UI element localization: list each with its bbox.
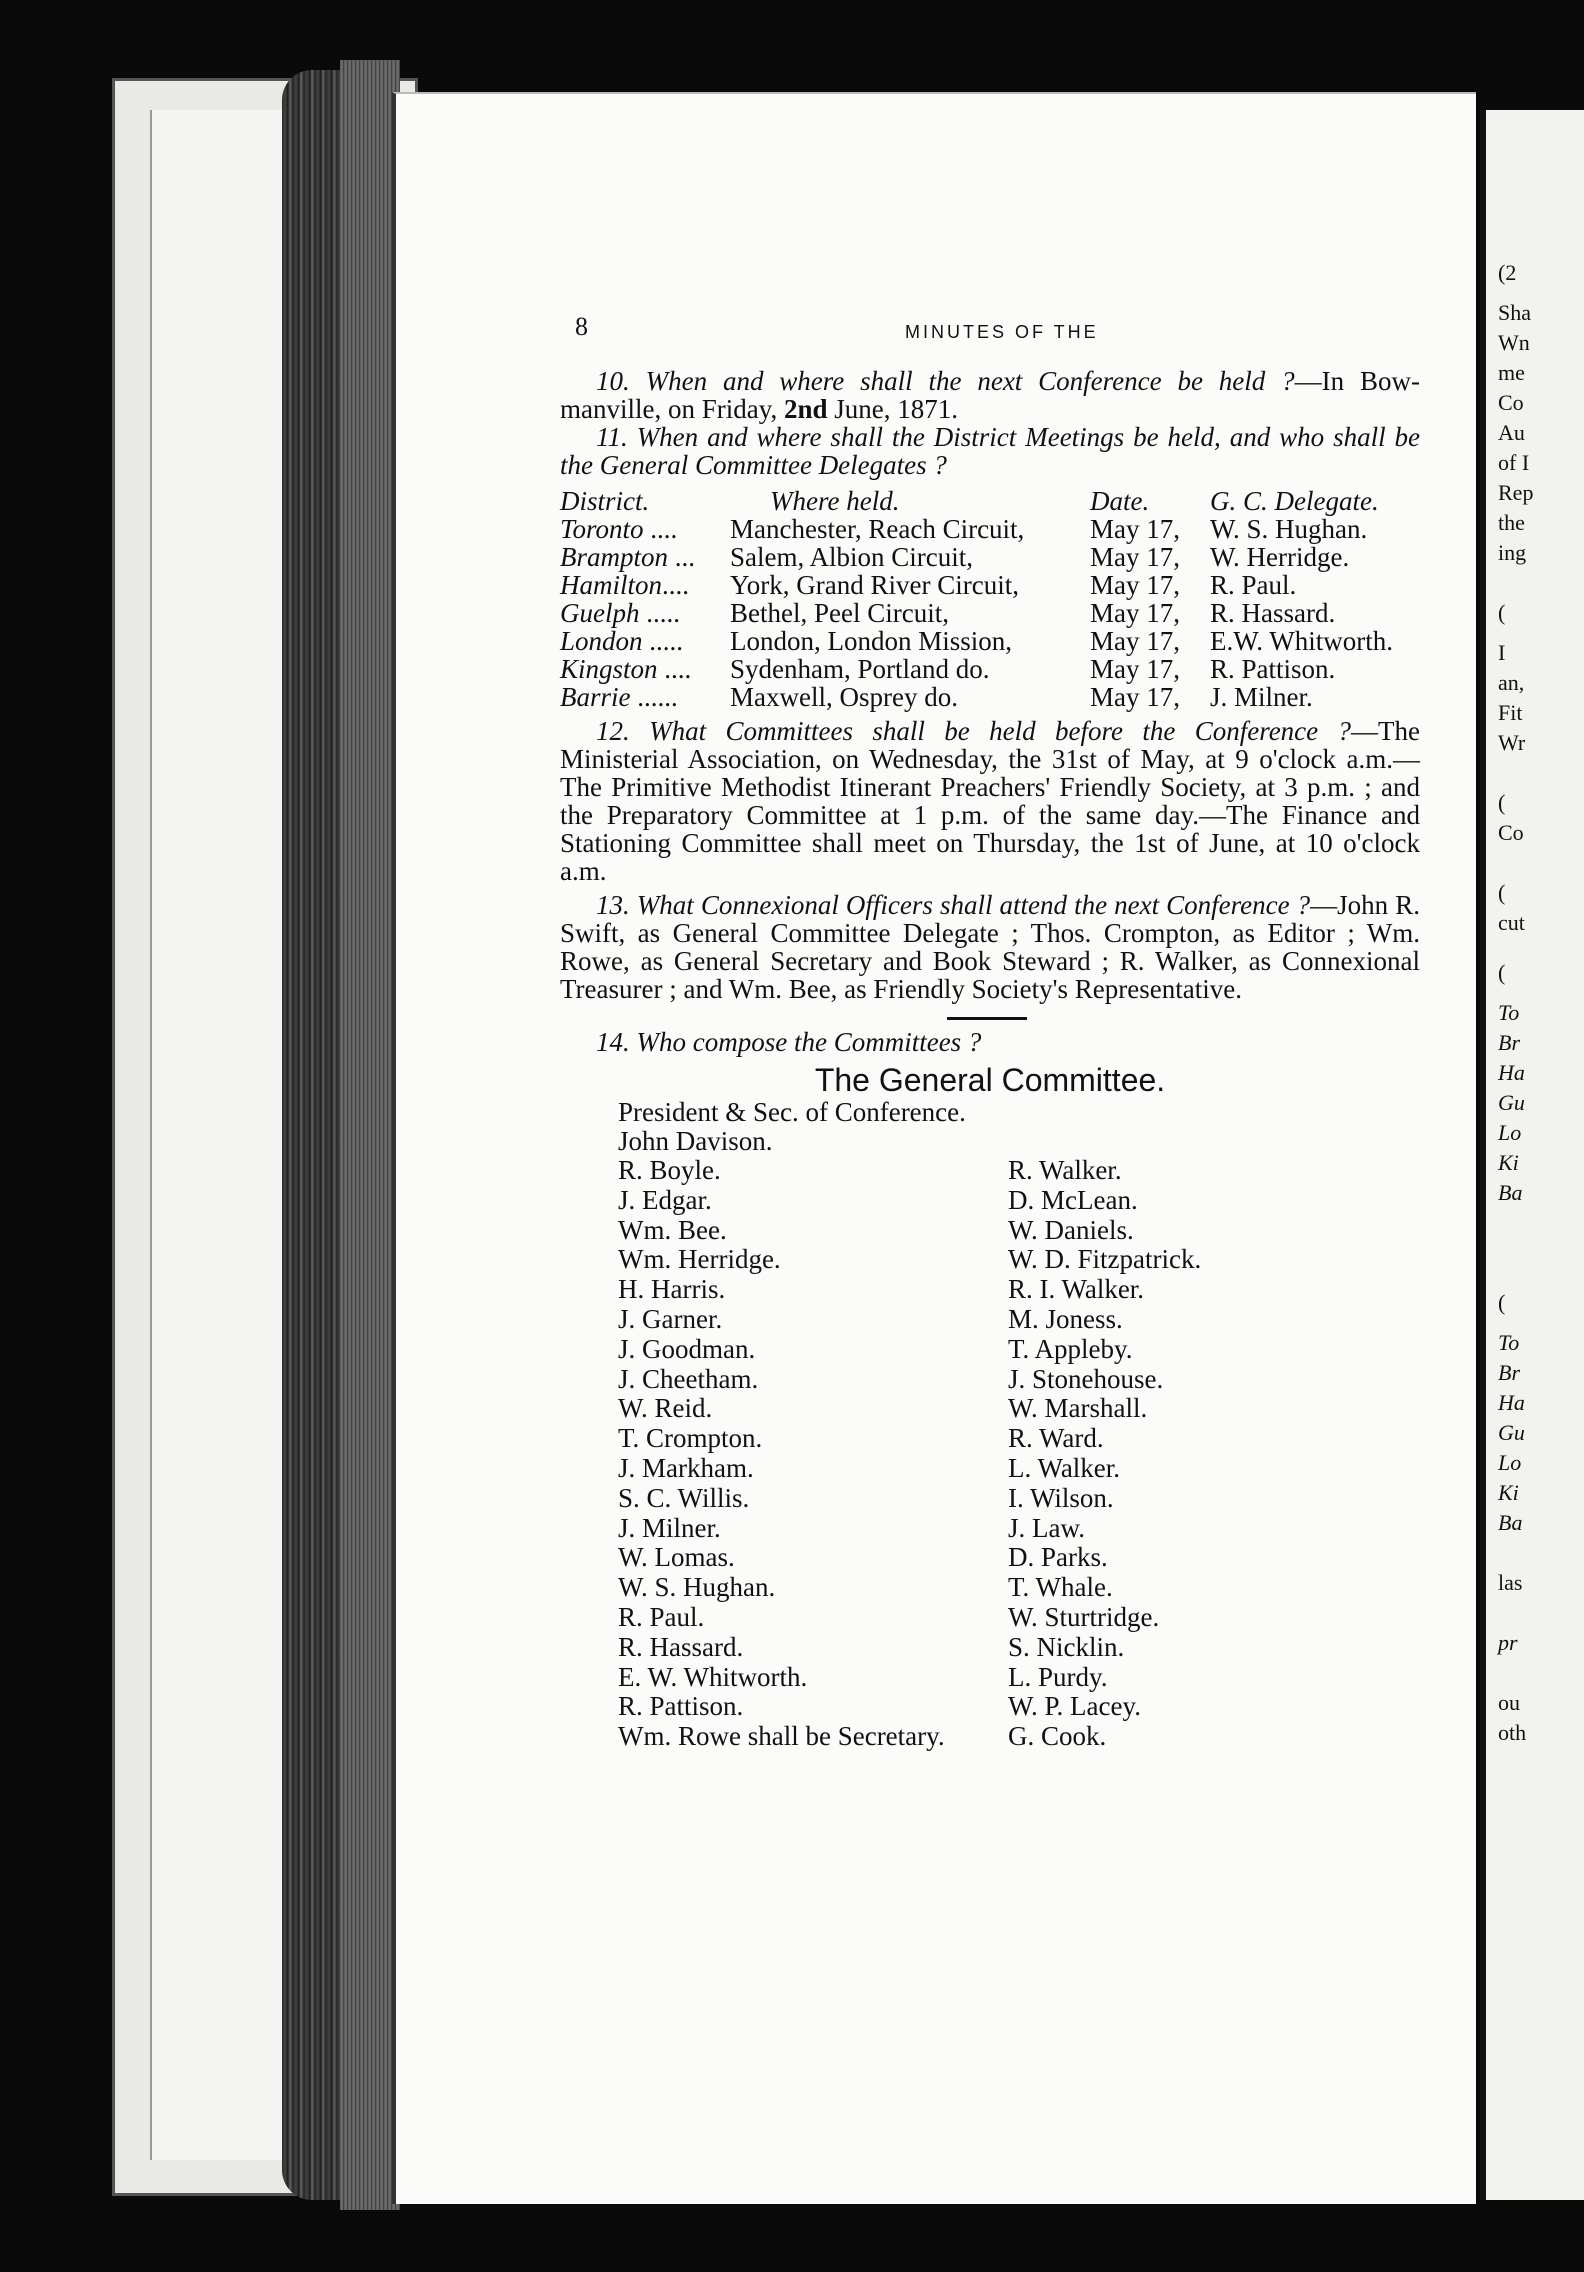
q13-answer: —John R. Swift, as General Committee Delegate ; Thos. Crompton, as Editor ; Wm. Rowe, as General Secretary and Book Steward ; R. Walker, as Connexional Treasurer ; and Wm. Bee, as Friendly Society's Representative.: [560, 890, 1420, 1004]
committee-member: Wm. Bee.: [618, 1214, 727, 1245]
committee-member: R. Paul.: [618, 1601, 705, 1632]
page-edges-inner: [340, 60, 400, 2210]
facing-page-fragment: me: [1498, 360, 1525, 385]
district-place: York, Grand River Circuit,: [730, 570, 1019, 600]
question-12: [560, 717, 1420, 885]
committee-members: [618, 1098, 1420, 1752]
district-table: [560, 487, 1420, 711]
district-name-cell: [560, 627, 730, 655]
committee-member: W. Sturtridge.: [1008, 1601, 1160, 1632]
district-name-cell: [560, 683, 730, 711]
committee-member: M. Joness.: [1008, 1303, 1123, 1334]
facing-page-fragment: To: [1498, 1330, 1520, 1355]
facing-page-fragment: Ha: [1498, 1060, 1525, 1085]
committee-left-column: [618, 1156, 1008, 1752]
facing-page-fragment: of I: [1498, 450, 1530, 475]
district-name-cell: [560, 543, 730, 571]
facing-page-fragment: (2: [1498, 260, 1517, 285]
committee-member: R. Hassard.: [618, 1631, 744, 1662]
facing-page-fragment: cut: [1498, 910, 1525, 935]
district-name: Barrie: [560, 682, 631, 712]
district-delegate: W. Herridge.: [1210, 542, 1350, 572]
district-name-cell: [560, 655, 730, 683]
district-date: May 17,: [1090, 682, 1180, 712]
q13-number: 13.: [596, 890, 630, 920]
district-row: [560, 515, 1420, 543]
district-delegate: W. S. Hughan.: [1210, 514, 1368, 544]
committee-member: J. Cheetham.: [618, 1363, 759, 1394]
question-13: [560, 891, 1420, 1003]
facing-page-fragment: Lo: [1498, 1120, 1522, 1145]
q10-answer-bold: 2nd: [783, 394, 828, 424]
committee-member: D. McLean.: [1008, 1184, 1138, 1215]
facing-page-fragment: Ki: [1498, 1480, 1519, 1505]
district-place: Maxwell, Osprey do.: [730, 682, 958, 712]
committee-member: R. Pattison.: [618, 1691, 744, 1722]
committee-member: W. D. Fitzpatrick.: [1008, 1244, 1202, 1275]
committee-member: L. Purdy.: [1008, 1661, 1108, 1692]
facing-page-fragment: I: [1498, 640, 1506, 665]
committee-member: Wm. Herridge.: [618, 1244, 781, 1275]
district-delegate: R. Hassard.: [1210, 598, 1336, 628]
facing-page-fragment: (: [1498, 960, 1506, 985]
district-place: Salem, Albion Circuit,: [730, 542, 973, 572]
committee-member: J. Edgar.: [618, 1184, 712, 1215]
facing-page-fragment: Br: [1498, 1360, 1520, 1385]
facing-page-fragment: (: [1498, 600, 1506, 625]
district-delegate: J. Milner.: [1210, 682, 1313, 712]
facing-page-fragment: Co: [1498, 390, 1524, 415]
district-date: May 17,: [1090, 626, 1180, 656]
district-row: [560, 683, 1420, 711]
facing-page-fragment: Gu: [1498, 1420, 1525, 1445]
district-date: May 17,: [1090, 514, 1180, 544]
district-delegate: R. Paul.: [1210, 570, 1297, 600]
q10-question: When and where shall the next Conference be held ?: [645, 366, 1295, 396]
q11-question: When and where shall the District Meetings be held, and who shall be the General Committee Delegates ?: [560, 422, 1420, 480]
facing-page-fragment: ing: [1498, 540, 1527, 565]
committee-lead-line: President & Sec. of Conference.: [618, 1097, 966, 1127]
committee-member: E. W. Whitworth.: [618, 1661, 808, 1692]
district-name: London: [560, 626, 643, 656]
committee-member: L. Walker.: [1008, 1452, 1121, 1483]
facing-page-fragment: Gu: [1498, 1090, 1525, 1115]
question-11: [560, 423, 1420, 479]
district-date: May 17,: [1090, 598, 1180, 628]
committee-member: W. Daniels.: [1008, 1214, 1134, 1245]
district-date: May 17,: [1090, 542, 1180, 572]
facing-page-fragment: Co: [1498, 820, 1524, 845]
district-row: [560, 543, 1420, 571]
committee-member: T. Appleby.: [1008, 1333, 1133, 1364]
committee-member: D. Parks.: [1008, 1542, 1108, 1573]
q12-answer: —The Ministerial Association, on Wednesday, the 31st of May, at 9 o'clock a.m.—The Primitive Methodist Itinerant Preachers' Friendly Society, at 3 p.m. ; and the Preparatory Committee at 1 p.m. of the same day.—The Finance and Stationing Committee shall meet on Thursday, the 1st of June, at 10 o'clock a.m.: [560, 716, 1421, 886]
q10-number: 10.: [596, 366, 630, 396]
facing-page-fragment: Fit: [1498, 700, 1523, 725]
district-table-header: [560, 487, 1420, 515]
committee-member: T. Crompton.: [618, 1423, 763, 1454]
committee-member: R. Ward.: [1008, 1423, 1104, 1454]
district-date: May 17,: [1090, 654, 1180, 684]
committee-member: G. Cook.: [1008, 1721, 1107, 1752]
committee-member: Wm. Rowe shall be Secretary.: [618, 1721, 945, 1752]
committee-member: R. I. Walker.: [1008, 1274, 1145, 1305]
district-row: [560, 599, 1420, 627]
q11-number: 11.: [596, 422, 628, 452]
page-number: 8: [575, 312, 588, 341]
facing-page-strip: [1480, 110, 1584, 2200]
question-14: [560, 1028, 1420, 1056]
committee-member: J. Goodman.: [618, 1333, 756, 1364]
q12-question: What Committees shall be held before the Conference ?: [649, 716, 1352, 746]
district-place: London, London Mission,: [730, 626, 1013, 656]
district-place: Sydenham, Portland do.: [730, 654, 990, 684]
facing-page-fragment: the: [1498, 510, 1525, 535]
col-date: Date.: [1090, 486, 1150, 516]
district-leader: .....: [639, 598, 680, 628]
q14-question: Who compose the Committees ?: [636, 1027, 982, 1057]
facing-page-fragment: Ki: [1498, 1150, 1519, 1175]
facing-page-fragment: an,: [1498, 670, 1525, 695]
district-leader: ....: [662, 570, 690, 600]
district-name: Brampton: [560, 542, 668, 572]
committee-member: W. P. Lacey.: [1008, 1691, 1141, 1722]
q12-number: 12.: [596, 716, 630, 746]
q10-answer-b: June, 1871.: [827, 394, 959, 424]
col-delegate: G. C. Delegate.: [1210, 486, 1379, 516]
district-name-cell: [560, 571, 730, 599]
facing-page-fragment: To: [1498, 1000, 1520, 1025]
facing-page-fragment: (: [1498, 880, 1506, 905]
facing-page-fragment: Rep: [1498, 480, 1534, 505]
committee-member: S. Nicklin.: [1008, 1631, 1125, 1662]
district-row: [560, 655, 1420, 683]
district-name: Guelph: [560, 598, 640, 628]
committee-member: W. Marshall.: [1008, 1393, 1148, 1424]
facing-page-fragment: Wn: [1498, 330, 1530, 355]
district-delegate: R. Pattison.: [1210, 654, 1336, 684]
facing-page-fragment: ou: [1498, 1690, 1520, 1715]
facing-page-fragment: oth: [1498, 1720, 1527, 1745]
committee-member: W. S. Hughan.: [618, 1572, 776, 1603]
district-leader: ....: [643, 514, 678, 544]
district-name-cell: [560, 599, 730, 627]
district-place: Bethel, Peel Circuit,: [730, 598, 949, 628]
committee-member: J. Garner.: [618, 1303, 723, 1334]
committee-right-column: [1008, 1156, 1398, 1752]
committee-member: W. Reid.: [618, 1393, 713, 1424]
district-leader: ......: [630, 682, 678, 712]
facing-page-fragment: Wr: [1498, 730, 1526, 755]
facing-page-fragment: Sha: [1498, 300, 1531, 325]
q13-question: What Connexional Officers shall attend the next Conference ?: [636, 890, 1311, 920]
committee-member: J. Markham.: [618, 1452, 754, 1483]
committee-title: The General Committee.: [814, 1062, 1166, 1098]
committee-member: I. Wilson.: [1008, 1482, 1114, 1513]
district-name: Kingston: [560, 654, 658, 684]
page-body: [560, 367, 1420, 1752]
district-name-cell: [560, 515, 730, 543]
district-delegate: E.W. Whitworth.: [1210, 626, 1393, 656]
facing-page-fragment: Ba: [1498, 1510, 1523, 1535]
facing-page-fragment: Ha: [1498, 1390, 1525, 1415]
district-row: [560, 571, 1420, 599]
district-leader: ...: [668, 542, 695, 572]
facing-page-fragment: Au: [1498, 420, 1525, 445]
committee-lead-line: John Davison.: [618, 1126, 773, 1156]
q14-number: 14.: [596, 1027, 630, 1057]
committee-member: R. Walker.: [1008, 1155, 1122, 1185]
section-rule: [947, 1017, 1027, 1020]
committee-columns: [618, 1156, 1420, 1752]
district-place: Manchester, Reach Circuit,: [730, 514, 1025, 544]
page-header: [575, 222, 1395, 342]
committee-member: S. C. Willis.: [618, 1482, 750, 1513]
district-name: Toronto: [560, 514, 644, 544]
committee-member: J. Milner.: [618, 1512, 721, 1543]
col-district: District.: [560, 486, 650, 516]
committee-member: T. Whale.: [1008, 1572, 1113, 1603]
district-date: May 17,: [1090, 570, 1180, 600]
facing-page-fragment: Br: [1498, 1030, 1520, 1055]
facing-page-fragment: (: [1498, 790, 1506, 815]
district-name: Hamilton: [560, 570, 663, 600]
running-head: MINUTES OF THE: [905, 322, 1099, 342]
committee-member: J. Law.: [1008, 1512, 1085, 1543]
facing-page-fragment: las: [1498, 1570, 1523, 1595]
committee-member: R. Boyle.: [618, 1155, 721, 1185]
facing-page-fragment: (: [1498, 1290, 1506, 1315]
committee-member: W. Lomas.: [618, 1542, 735, 1573]
q10-answer-a: —In Bow-manville, on Friday,: [560, 366, 1421, 424]
facing-page-fragment: pr: [1498, 1630, 1518, 1655]
district-leader: ....: [657, 654, 692, 684]
facing-page-fragment: Lo: [1498, 1450, 1522, 1475]
question-10: [560, 367, 1420, 423]
col-where: Where held.: [770, 486, 900, 516]
committee-member: J. Stonehouse.: [1008, 1363, 1164, 1394]
committee-member: H. Harris.: [618, 1274, 726, 1305]
facing-page-fragment: Ba: [1498, 1180, 1523, 1205]
district-leader: .....: [642, 626, 684, 656]
district-row: [560, 627, 1420, 655]
